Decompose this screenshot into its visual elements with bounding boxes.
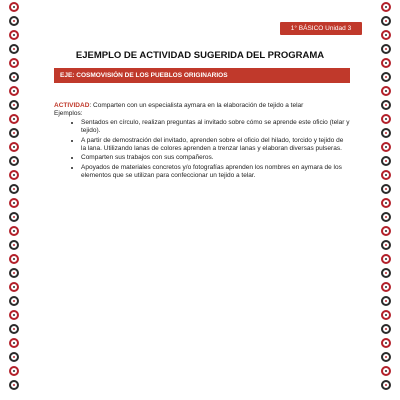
unit-tab xyxy=(280,22,362,35)
border-motif-icon xyxy=(9,30,19,40)
list-item: • Sentados en círculo, realizan preguntas al invitado sobre cómo se aprende este oficio (telar y tejido). xyxy=(81,119,350,136)
border-motif-icon xyxy=(381,198,391,208)
border-motif-icon xyxy=(381,310,391,320)
activity-label: ACTIVIDAD xyxy=(54,102,90,109)
border-motif-icon xyxy=(381,254,391,264)
border-motif-icon xyxy=(381,86,391,96)
border-motif-icon xyxy=(381,128,391,138)
border-motif-icon xyxy=(9,114,19,124)
list-item: • Apoyados de materiales concretos y/o fotografías aprenden los nombres en aymara de los elementos que se utilizan para confeccionar un tejido a telar. xyxy=(81,164,350,181)
border-motif-icon xyxy=(9,16,19,26)
axis-banner xyxy=(54,68,350,83)
border-motif-icon xyxy=(9,240,19,250)
list-item: • Comparten sus trabajos con sus compañeros. xyxy=(81,154,350,162)
border-motif-icon xyxy=(9,268,19,278)
border-motif-icon xyxy=(381,380,391,390)
border-motif-icon xyxy=(381,16,391,26)
border-motif-icon xyxy=(381,212,391,222)
border-motif-icon xyxy=(9,128,19,138)
border-motif-icon xyxy=(381,296,391,306)
border-motif-icon xyxy=(381,184,391,194)
border-motif-icon xyxy=(381,366,391,376)
border-motif-icon xyxy=(9,72,19,82)
border-motif-icon xyxy=(9,170,19,180)
border-motif-icon xyxy=(381,170,391,180)
border-motif-icon xyxy=(9,366,19,376)
border-motif-icon xyxy=(9,352,19,362)
activity-content xyxy=(54,102,350,182)
border-motif-icon xyxy=(381,352,391,362)
border-motif-icon xyxy=(9,254,19,264)
border-motif-icon xyxy=(381,30,391,40)
border-motif-icon xyxy=(9,198,19,208)
border-motif-icon xyxy=(381,338,391,348)
border-motif-icon xyxy=(9,380,19,390)
border-motif-icon xyxy=(381,226,391,236)
activity-line xyxy=(54,102,350,110)
page-title: EJEMPLO DE ACTIVIDAD SUGERIDA DEL PROGRAMA xyxy=(75,50,325,61)
examples-label: Ejemplos: xyxy=(54,110,83,118)
border-motif-icon xyxy=(9,296,19,306)
border-motif-icon xyxy=(381,156,391,166)
border-motif-icon xyxy=(381,268,391,278)
axis-banner-label: EJE: COSMOVISIÓN DE LOS PUEBLOS ORIGINARIOS xyxy=(60,72,228,79)
border-motif-icon xyxy=(9,86,19,96)
border-motif-icon xyxy=(381,100,391,110)
border-motif-icon xyxy=(9,142,19,152)
border-motif-icon xyxy=(9,282,19,292)
border-motif-icon xyxy=(381,142,391,152)
border-motif-icon xyxy=(381,324,391,334)
examples-list xyxy=(54,119,350,181)
activity-separator: : xyxy=(89,102,92,109)
border-motif-icon xyxy=(9,310,19,320)
border-motif-icon xyxy=(9,226,19,236)
border-motif-icon xyxy=(9,2,19,12)
border-motif-icon xyxy=(9,184,19,194)
list-item: • A partir de demostración del invitado, aprenden sobre el oficio del hilado, torcido y tejido de la lana. Utilizando lanas de colores aprenden a trenzar lanas y elaboran diversas pulseras. xyxy=(81,137,350,154)
border-motif-icon xyxy=(9,338,19,348)
border-motif-icon xyxy=(9,156,19,166)
border-motif-icon xyxy=(381,282,391,292)
border-motif-icon xyxy=(381,114,391,124)
border-motif-icon xyxy=(9,324,19,334)
border-motif-icon xyxy=(381,2,391,12)
unit-tab-label: 1° BÁSICO Unidad 3 xyxy=(290,25,352,32)
activity-text: Comparten con un especialista aymara en la elaboración de tejido a telar xyxy=(91,102,304,109)
border-motif-icon xyxy=(381,72,391,82)
border-motif-icon xyxy=(9,100,19,110)
border-motif-icon xyxy=(381,240,391,250)
border-motif-icon xyxy=(9,212,19,222)
